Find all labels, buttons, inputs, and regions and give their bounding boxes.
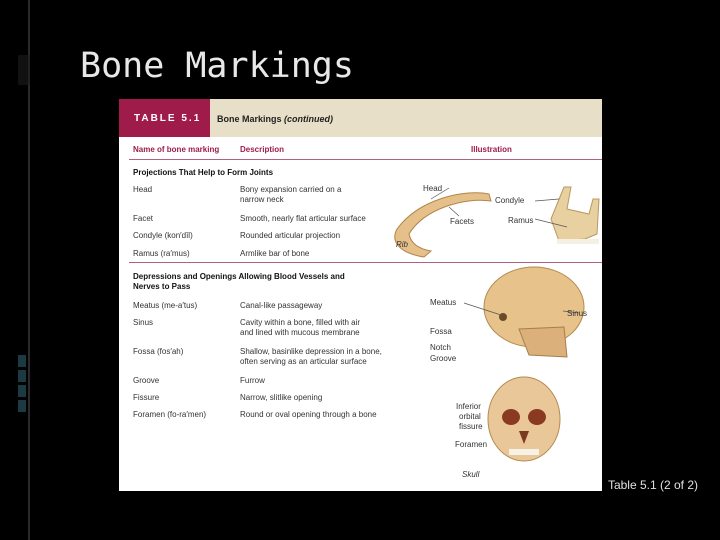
marking-description: and lined with mucous membrane [240, 328, 360, 337]
marking-description: Bony expansion carried on a [240, 185, 342, 194]
label-inferior: Inferior [456, 402, 481, 411]
accent-square [18, 355, 26, 367]
marking-description: Cavity within a bone, filled with air [240, 318, 361, 327]
marking-description: Shallow, basinlike depression in a bone, [240, 347, 382, 356]
label-fossa: Fossa [430, 327, 452, 336]
marking-description: Smooth, nearly flat articular surface [240, 214, 366, 223]
marking-name: Meatus (me-a′tus) [133, 301, 198, 310]
label-skull: Skull [462, 470, 480, 479]
skull-frontal-illustration [488, 377, 560, 461]
teeth [557, 239, 599, 244]
label-ramus: Ramus [508, 216, 534, 225]
label-condyle: Condyle [495, 196, 525, 205]
marking-name: Sinus [133, 318, 154, 327]
marking-description: Narrow, slitlike opening [240, 393, 323, 402]
orbit-left [502, 409, 520, 425]
label-fissure: fissure [459, 422, 483, 431]
table-title-suffix: (continued) [284, 114, 334, 124]
marking-description: often serving as an articular surface [240, 357, 367, 366]
accent-square [18, 385, 26, 397]
bone-illustrations [119, 99, 602, 491]
label-facets: Facets [450, 217, 475, 226]
skull-jaw [519, 327, 567, 357]
marking-description: Furrow [240, 376, 265, 385]
label-orbital: orbital [459, 412, 481, 421]
marking-description: narrow neck [240, 195, 284, 204]
marking-name: Ramus (ra′mus) [133, 249, 190, 258]
meatus-opening [499, 313, 507, 321]
mandible-illustration [551, 187, 599, 241]
rib-illustration [395, 193, 491, 257]
section-heading-openings: Depressions and Openings Allowing Blood Vessels and [133, 272, 345, 281]
accent-block [18, 55, 30, 85]
marking-name: Fissure [133, 393, 160, 402]
accent-square [18, 370, 26, 382]
leader-line [535, 199, 559, 201]
marking-description: Armlike bar of bone [240, 249, 310, 258]
accent-square [18, 400, 26, 412]
teeth [509, 449, 539, 455]
marking-name: Foramen (fo-ra′men) [133, 410, 207, 419]
label-notch: Notch [430, 343, 451, 352]
slide-title: Bone Markings [80, 46, 354, 86]
marking-name: Fossa (fos′ah) [133, 347, 184, 356]
label-meatus: Meatus [430, 298, 457, 307]
marking-name: Head [133, 185, 153, 194]
marking-name: Condyle (kon′dīl) [133, 231, 193, 240]
table-number: TABLE 5.1 [134, 113, 202, 124]
label-groove: Groove [430, 354, 457, 363]
column-header-illustration: Illustration [471, 145, 512, 154]
leader-line [449, 207, 459, 216]
table-title-text: Bone Markings [217, 114, 282, 124]
label-sinus: Sinus [567, 309, 588, 318]
orbit-right [528, 409, 546, 425]
label-foramen: Foramen [455, 440, 488, 449]
section-heading-openings-cont: Nerves to Pass [133, 282, 191, 291]
textbook-table-image [119, 99, 602, 491]
slide-caption: Table 5.1 (2 of 2) [607, 478, 698, 492]
marking-name: Groove [133, 376, 160, 385]
label-head: Head [423, 184, 443, 193]
marking-description: Rounded articular projection [240, 231, 341, 240]
column-header-name: Name of bone marking [133, 145, 220, 154]
marking-name: Facet [133, 214, 154, 223]
label-rib: Rib [396, 240, 409, 249]
column-header-description: Description [240, 145, 285, 154]
marking-description: Round or oval opening through a bone [240, 410, 377, 419]
section-heading-joints: Projections That Help to Form Joints [133, 168, 274, 177]
marking-description: Canal-like passageway [240, 301, 323, 310]
